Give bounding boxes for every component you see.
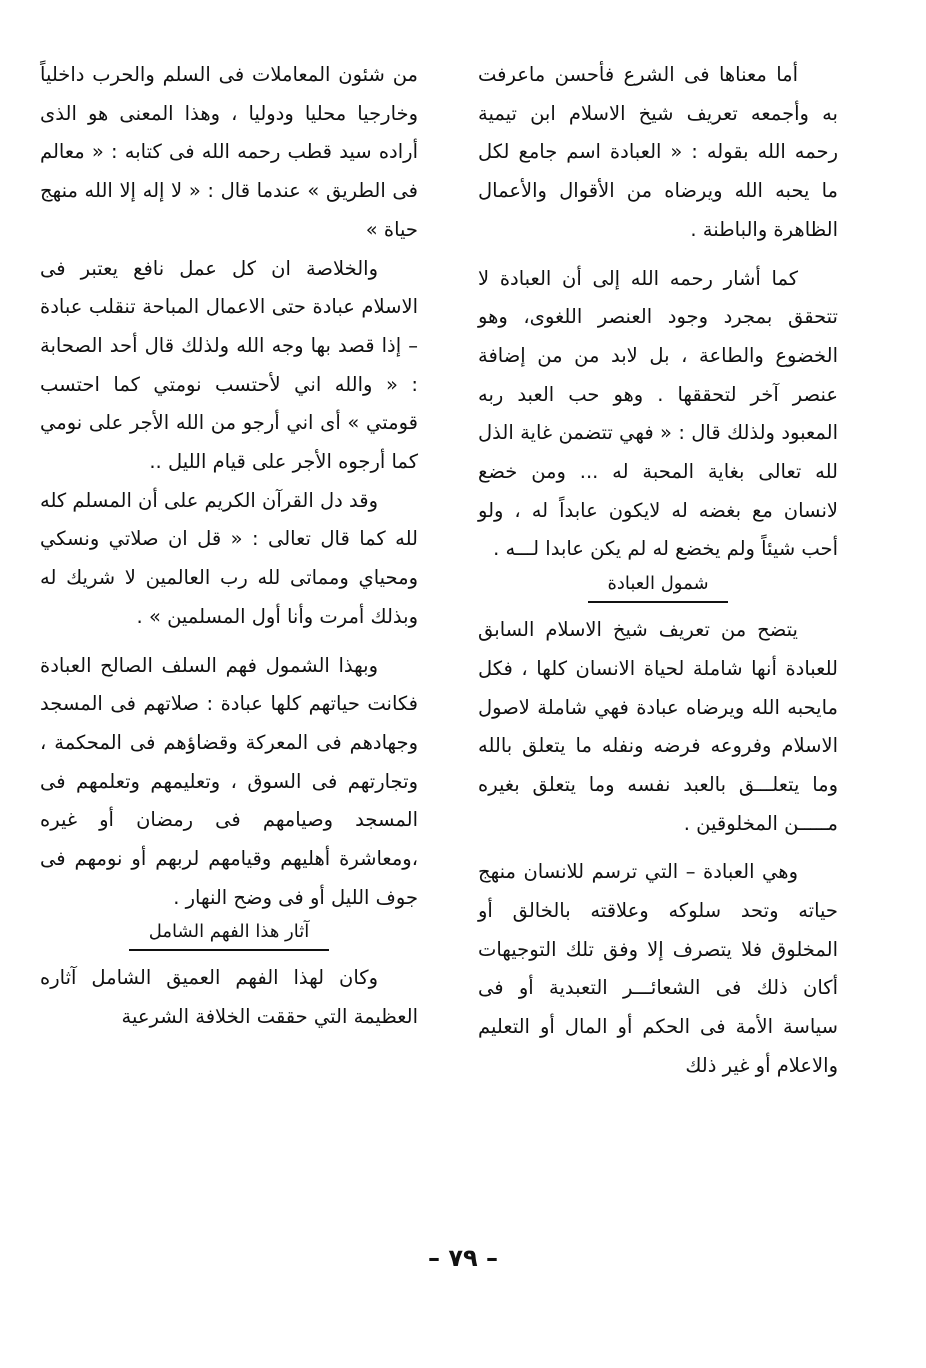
paragraph: وهي العبادة – التي ترسم للانسان منهج حياته وتحد سلوكه وعلاقته بالخالق أو المخلوق فلا يتصرف إلا وفق تلك التوجيهات أكان ذلك فى الشعائـــر التعبدية أو فى سياسة الأمة فى الحكم أو المال أو التعليم والاعلام أو غير ذلك	[478, 860, 838, 1077]
page-number: – ٧٩ –	[427, 1244, 498, 1272]
paragraph: وكان لهذا الفهم العميق الشامل آثاره العظيمة التي حققت الخلافة الشرعية	[40, 966, 418, 1029]
heading-underline	[129, 949, 329, 951]
paragraph: وبهذا الشمول فهم السلف الصالح العبادة فكانت حياتهم كلها عبادة : صلاتهم فى المسجد وجهادهم فى المعركة وقضاؤهم فى المحكمة ، وتجارتهم فى السوق ، وتعليمهم وتعلمهم فى المسجد وصيامهم فى رمضان أو غيره ،ومعاشرة أهليهم وقيامهم لربهم أو نومهم فى جوف الليل أو فى وضح النهار .	[40, 653, 418, 909]
paragraph: أما معناها فى الشرع فأحسن ماعرفت به وأجمعه تعريف شيخ الاسلام ابن تيمية رحمه الله بقوله : « العبادة اسم جامع لكل ما يحبه الله ويرضاه من الأقوال والأعمال الظاهرة والباطنة .	[478, 63, 838, 241]
left-column	[40, 56, 418, 1037]
paragraph: من شئون المعاملات فى السلم والحرب داخلياً وخارجيا محليا ودوليا ، وهذا المعنى هو الذى أراده سيد قطب رحمه الله فى كتابه : « معالم فى الطريق » عندما قال : « لا إله إلا الله منهج حياة »	[40, 63, 418, 241]
paragraph: وقد دل القرآن الكريم على أن المسلم كله لله كما قال تعالى : « قل ان صلاتي ونسكي ومحياي ومماتى لله رب العالمين لا شريك له وبذلك أمرت وأنا أول المسلمين » .	[40, 488, 418, 628]
paragraph: كما أشار رحمه الله إلى أن العبادة لا تتحقق بمجرد وجود العنصر اللغوى، وهو الخضوع والطاعة ، بل لابد من من إضافة عنصر آخر لتحققها . وهو حب العبد ربه المعبود ولذلك قال : « فهي تتضمن غاية الذل لله تعالى بغاية المحبة له ... ومن خضع لانسان مع بغضه له لايكون عابداً له ، ولو أحب شيئاً ولم يخضع له لم يكن عابدا لـــه .	[478, 266, 838, 561]
paragraph: يتضح من تعريف شيخ الاسلام السابق للعبادة أنها شاملة لحياة الانسان كلها ، فكل مايحبه الله ويرضاه عبادة فهي شاملة لاصول الاسلام وفروعه فرضه ونفله ما يتعلق بالله وما يتعلـــق بالعبد نفسه وما يتعلق بغيره مـــــن المخلوقين .	[478, 618, 838, 835]
heading-underline	[588, 601, 728, 603]
section-heading: آثار هذا الفهم الشامل	[148, 921, 310, 943]
paragraph: والخلاصة ان كل عمل نافع يعتبر فى الاسلام عبادة حتى الاعمال المباحة تنقلب عبادة – إذا قصد بها وجه الله ولذلك قال أحد الصحابة : « والله اني لأحتسب نومتي كما احتسب قومتي » أى اني أرجو من الله الأجر على نومي كما أرجوه الأجر على قيام الليل ..	[40, 256, 418, 474]
section-heading: شمول العبادة	[607, 573, 709, 595]
right-column	[478, 56, 838, 1086]
